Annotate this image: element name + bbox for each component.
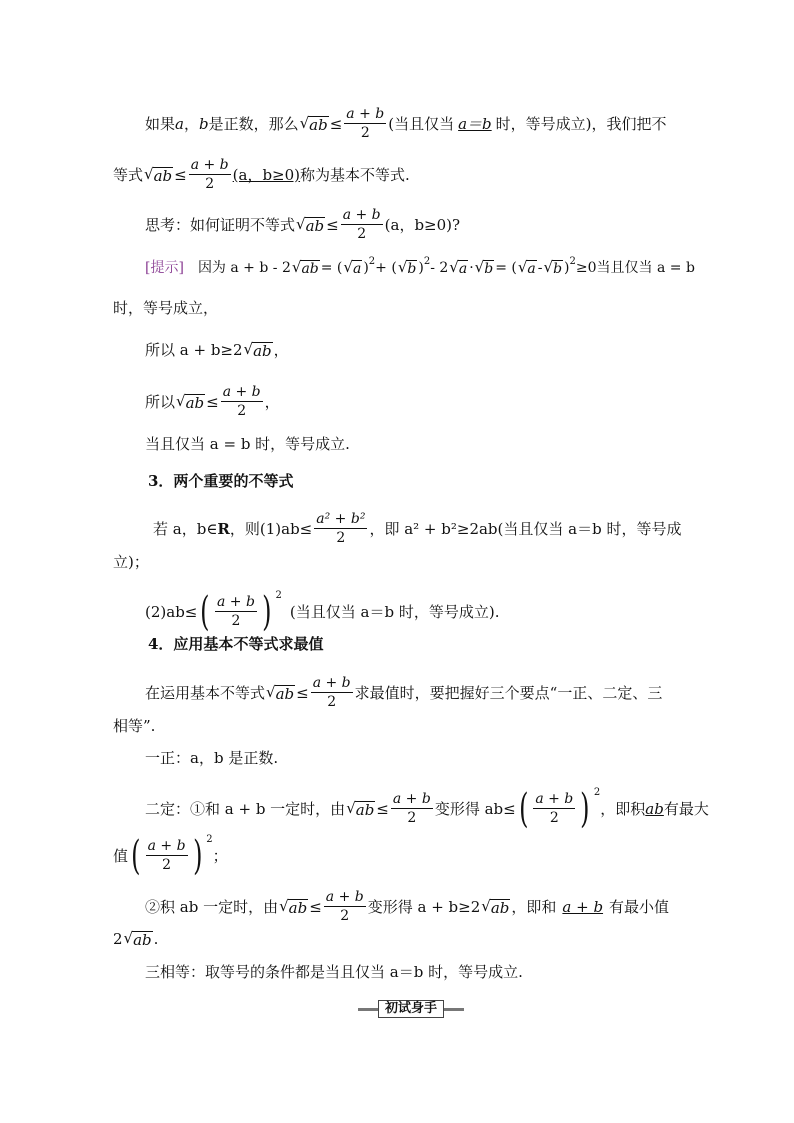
inequality-1-line (153, 511, 681, 547)
paragraph-definition-line2 (113, 157, 410, 193)
text: 在运用基本不等式 (145, 684, 266, 702)
text: 若 a，b∈ (153, 520, 218, 538)
fraction: $\frac{\text{a² + b²}}{2}$ (316, 511, 366, 546)
text: 有最大 (663, 800, 709, 818)
text: ) (564, 260, 570, 276)
text: (a，b≥0)? (384, 216, 461, 234)
text: (2)ab≤ (145, 603, 198, 621)
leq-symbol: ≤ (329, 115, 343, 133)
text: 立)； (113, 553, 149, 571)
text: 称为基本不等式. (300, 166, 410, 184)
fraction: $\frac{a + b}{2}$ (222, 384, 261, 419)
leq-symbol: ≤ (326, 216, 339, 234)
text: 值 (113, 847, 129, 865)
text: ，即积 (600, 800, 646, 818)
text: = ( (495, 260, 517, 276)
fraction: $\frac{a + b}{2}$ (312, 675, 351, 710)
point-two-line1 (145, 786, 709, 832)
text: 当且仅当 a = b 时，等号成立. (145, 435, 350, 453)
text: ) (418, 260, 424, 276)
application-line1 (145, 675, 662, 711)
text: 三相等：取等号的条件都是当且仅当 a＝b 时，等号成立. (145, 963, 523, 981)
heading: 4．应用基本不等式求最值 (148, 635, 324, 653)
leq-symbol: ≤ (174, 166, 187, 184)
text: 有最小值 (609, 898, 670, 916)
var-b: b (198, 115, 209, 133)
text: 变形得 a + b≥2 (367, 898, 481, 916)
fraction: $\frac{a + b}{2}$ (325, 889, 364, 924)
text: + ( (375, 260, 397, 276)
text: (当且仅当 a＝b 时，等号成立). (289, 603, 500, 621)
fraction: $\frac{a + b}{2}$ (342, 207, 381, 242)
point-one-line (145, 748, 278, 768)
text: ≥0当且仅当 a = b (575, 260, 695, 276)
exponent: 2 (423, 256, 431, 267)
text: 一正：a，b 是正数. (145, 749, 279, 767)
point-two-line2 (113, 833, 228, 879)
sqrt-ab: √ ab (296, 215, 325, 235)
sqrt-a: √ a (517, 258, 536, 277)
sqrt-ab: √ ab (123, 929, 152, 949)
fraction: $\frac{a + b}{2}$ (346, 106, 385, 141)
underlined-product: ab (645, 800, 664, 818)
section-3-title (148, 471, 293, 491)
text: - 2 (430, 260, 449, 276)
inequality-2-line (145, 589, 500, 635)
sqrt-b: √ b (543, 258, 563, 277)
application-line2 (113, 716, 155, 736)
sqrt-ab: √ ab (176, 392, 205, 412)
text: ，即 a² + b²≥2ab(当且仅当 a＝b 时，等号成 (369, 520, 682, 538)
text: 是正数，那么 (208, 115, 299, 133)
text: ， (273, 341, 289, 359)
text: ， (183, 115, 199, 133)
text: (当且仅当 (388, 115, 455, 133)
inequality-1-line2 (113, 552, 149, 572)
sqrt-ab: √ ab (346, 799, 375, 819)
text: ； (212, 847, 228, 865)
exponent: 2 (593, 787, 601, 798)
leq-symbol: ≤ (309, 898, 322, 916)
point-two-line3 (145, 889, 669, 925)
dot: · (469, 260, 474, 276)
exponent: 2 (368, 256, 376, 267)
text: 所以 a + b≥2 (145, 341, 243, 359)
text: ，即和 (511, 898, 557, 916)
exponent: 2 (569, 256, 576, 267)
text: ，则(1)ab≤ (229, 520, 313, 538)
text: 时，等号成立)，我们把不 (495, 115, 667, 133)
underlined-condition: (a，b≥0) (232, 166, 301, 184)
banner-label: 初试身手 (378, 1000, 444, 1018)
text: = ( (320, 260, 343, 276)
sqrt-ab: √ ab (481, 897, 510, 917)
point-two-line4 (113, 929, 158, 949)
text: 如果 (145, 115, 176, 133)
sqrt-ab: √ ab (279, 897, 308, 917)
real-set-symbol: R (217, 520, 230, 538)
leq-symbol: ≤ (296, 684, 309, 702)
text: 等式 (113, 166, 144, 184)
exponent: 2 (206, 834, 213, 845)
proof-line5 (145, 434, 350, 454)
text: 2 (113, 930, 123, 948)
text: - (537, 260, 543, 276)
fraction: $\frac{a + b}{2}$ (190, 157, 229, 192)
sqrt-a: √ a (343, 258, 362, 277)
parenthesized-fraction: ( $\frac{a + b}{2}$ ) (518, 786, 590, 832)
section-4-title (148, 634, 323, 654)
var-a: a (175, 115, 184, 133)
parenthesized-fraction: ( $\frac{a + b}{2}$ ) (200, 589, 272, 635)
proof-line2 (113, 298, 218, 318)
paragraph-definition-line1 (145, 106, 667, 142)
section-banner (358, 1000, 464, 1018)
parenthesized-fraction: ( $\frac{a + b}{2}$ ) (131, 833, 203, 879)
sqrt-ab: √ ab (266, 683, 295, 703)
text: ， (264, 393, 280, 411)
sqrt-ab: √ ab (243, 340, 272, 360)
text: 相等”. (113, 717, 156, 735)
sqrt-ab: √ ab (144, 165, 173, 185)
text: 思考：如何证明不等式 (145, 216, 296, 234)
text: ) (363, 260, 369, 276)
fraction: $\frac{a + b}{2}$ (392, 791, 431, 826)
text: 二定：①和 a + b 一定时，由 (145, 800, 346, 818)
sqrt-ab: √ ab (291, 258, 319, 277)
proof-line4 (145, 384, 280, 420)
leq-symbol: ≤ (376, 800, 389, 818)
heading: 3．两个重要的不等式 (148, 472, 294, 490)
text: 因为 a + b - 2 (197, 260, 291, 276)
underlined-condition: a＝b (458, 115, 492, 133)
text: 时，等号成立， (113, 299, 219, 317)
sqrt-b: √ b (397, 258, 417, 277)
text: . (153, 930, 159, 948)
sqrt-a: √ a (449, 258, 468, 277)
point-three-line (145, 962, 523, 982)
exponent: 2 (275, 590, 282, 601)
hint-proof-line (145, 258, 695, 278)
hint-label: [提示] (145, 260, 184, 276)
text: 求最值时，要把握好三个要点“一正、二定、三 (354, 684, 663, 702)
sqrt-ab: √ ab (299, 114, 328, 134)
proof-line3 (145, 340, 289, 360)
text: 所以 (145, 393, 176, 411)
leq-symbol: ≤ (206, 393, 219, 411)
sqrt-b: √ b (474, 258, 494, 277)
text: 变形得 ab≤ (434, 800, 516, 818)
underlined-sum: a + b (562, 898, 604, 916)
question-line (145, 207, 460, 243)
text: ②积 ab 一定时，由 (145, 898, 279, 916)
